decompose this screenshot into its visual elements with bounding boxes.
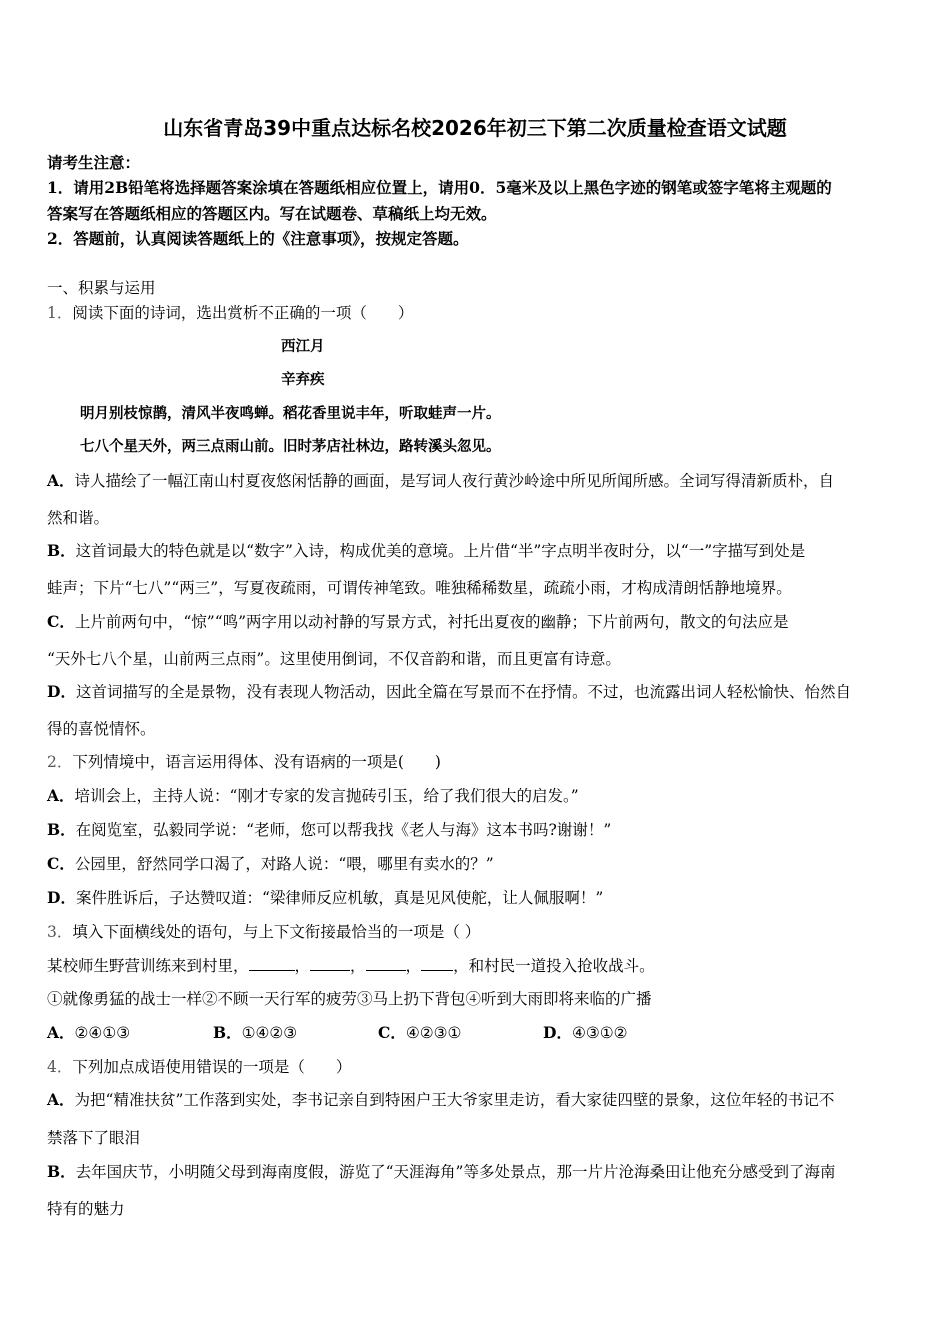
option-text: ④③①② (571, 1024, 628, 1042)
q3-option-b (213, 1021, 378, 1043)
option-text: ④②③① (405, 1024, 462, 1042)
notice-heading: 请考生注意： (47, 153, 141, 172)
question-text: 下列情境中，语言运用得体、没有语病的一项是( ) (72, 753, 441, 771)
question-2-stem (47, 750, 441, 772)
option-label: A． (47, 786, 75, 805)
question-text: 填入下面横线处的语句，与上下文衔接最恰当的一项是（ ） (72, 923, 481, 941)
poem-title: 西江月 (281, 338, 325, 355)
option-label: B． (47, 820, 76, 839)
option-text: 案件胜诉后，子达赞叹道：“梁律师反应机敏，真是见风使舵，让人佩服啊！” (75, 889, 604, 907)
option-text: 培训会上，主持人说：“刚才专家的发言抛砖引玉，给了我们很大的启发。” (74, 787, 579, 805)
question-number: 3． (47, 923, 73, 941)
answer-blank (421, 956, 453, 971)
q4-option-a-line-1 (47, 1088, 834, 1110)
q3-option-a (47, 1021, 213, 1043)
option-label: A． (47, 471, 75, 490)
q3-context (47, 954, 655, 976)
q3-options (47, 1021, 628, 1043)
q3-option-d (543, 1021, 628, 1043)
notice-item-1-line-2: 答案写在答题纸相应的答题区内。写在试题卷、草稿纸上均无效。 (47, 204, 497, 223)
question-3-stem (47, 920, 480, 942)
option-text: 这首词描写的全是景物，没有表现人物活动，因此全篇在写景而不在抒情。不过，也流露出词人轻松愉快、怡然自 (75, 683, 851, 701)
poem-line-2: 七八个星天外，两三点雨山前。旧时茅店社林边，路转溪头忽见。 (80, 438, 501, 455)
q4-option-b-line-1 (47, 1160, 835, 1182)
question-4-stem (47, 1055, 351, 1077)
option-label: B． (47, 1162, 76, 1181)
q2-option-d (47, 886, 603, 908)
question-text: 阅读下面的诗词，选出赏析不正确的一项（ ） (72, 304, 414, 322)
q3-choices: ①就像勇猛的战士一样②不顾一天行军的疲劳③马上扔下背包④听到大雨即将来临的广播 (47, 990, 652, 1008)
context-text: ，和村民一道投入抢收战斗。 (453, 957, 655, 975)
separator: ， (350, 957, 366, 975)
option-b-line-2: 蛙声；下片“七八”“两三”，写夏夜疏雨，可谓传神笔致。唯独稀稀数星，疏疏小雨，才构成清朗恬静地境界。 (47, 579, 792, 597)
option-label: D． (543, 1023, 572, 1042)
separator: ， (405, 957, 422, 975)
option-label: C． (47, 854, 75, 873)
page-title: 山东省青岛39中重点达标名校2026年初三下第二次质量检查语文试题 (163, 116, 787, 140)
option-text: 诗人描绘了一幅江南山村夏夜悠闲恬静的画面，是写词人夜行黄沙岭途中所见所闻所感。全词写得清新质朴，自 (74, 472, 835, 490)
poem-author: 辛弃疾 (281, 371, 325, 388)
q2-option-a (47, 784, 579, 806)
question-1-stem (47, 301, 413, 323)
option-label: A． (47, 1023, 75, 1042)
answer-blank (366, 956, 406, 971)
question-number: 1． (47, 304, 73, 322)
option-text: 上片前两句中，“惊”“鸣”两字用以动衬静的写景方式，衬托出夏夜的幽静；下片前两句，散文的句法应是 (74, 613, 789, 631)
question-number: 2． (47, 753, 73, 771)
q2-option-c (47, 852, 494, 874)
answer-blank (310, 956, 350, 971)
option-d-line-1 (47, 680, 851, 702)
option-label: A． (47, 1090, 75, 1109)
option-text: ①④②③ (241, 1024, 298, 1042)
option-text: 在阅览室，弘毅同学说：“老师，您可以帮我找《老人与海》这本书吗?谢谢！” (75, 821, 612, 839)
notice-item-1-line-1: 1．请用2B铅笔将选择题答案涂填在答题纸相应位置上，请用0．5毫米及以上黑色字迹的钢笔或签字笔将主观题的 (47, 178, 832, 197)
option-c-line-2: “天外七八个星，山前两三点雨”。这里使用倒词，不仅音韵和谐，而且更富有诗意。 (47, 650, 621, 668)
option-c-line-1 (47, 610, 789, 632)
option-label: D． (47, 888, 76, 907)
option-text: 为把“精准扶贫”工作落到实处，李书记亲自到特困户王大爷家里走访，看大家徒四壁的景象，这位年轻的书记不 (74, 1091, 835, 1109)
option-a-line-1 (47, 469, 834, 491)
option-text: 去年国庆节，小明随父母到海南度假，游览了“天涯海角”等多处景点，那一片片沧海桑田让他充分感受到了海南 (75, 1163, 836, 1181)
question-number: 4． (47, 1058, 73, 1076)
notice-item-2: 2．答题前，认真阅读答题纸上的《注意事项》，按规定答题。 (47, 229, 469, 248)
option-a-line-2: 然和谐。 (47, 509, 110, 527)
question-text: 下列加点成语使用错误的一项是（ ） (72, 1058, 352, 1076)
q4-option-b-line-2: 特有的魅力 (47, 1200, 125, 1218)
option-label: D． (47, 682, 76, 701)
option-label: B． (47, 541, 76, 560)
answer-blank (249, 956, 295, 971)
context-text: 某校师生野营训练来到村里， (47, 957, 249, 975)
option-label: C． (47, 612, 75, 631)
option-text: 这首词最大的特色就是以“数字”入诗，构成优美的意境。上片借“半”字点明半夜时分，以“一”字描写到处是 (75, 542, 806, 560)
option-text: 公园里，舒然同学口渴了，对路人说：“喂，哪里有卖水的？” (74, 855, 494, 873)
separator: ， (294, 957, 311, 975)
poem-line-1: 明月别枝惊鹊，清风半夜鸣蝉。稻花香里说丰年，听取蛙声一片。 (80, 405, 501, 422)
option-label: B． (213, 1023, 242, 1042)
q4-option-a-line-2: 禁落下了眼泪 (47, 1129, 141, 1147)
option-label: C． (378, 1023, 406, 1042)
q2-option-b (47, 818, 611, 840)
option-text: ②④①③ (74, 1024, 131, 1042)
option-b-line-1 (47, 539, 805, 561)
section-heading: 一、积累与运用 (47, 279, 156, 297)
q3-option-c (378, 1021, 543, 1043)
option-d-line-2: 得的喜悦情怀。 (47, 720, 156, 738)
